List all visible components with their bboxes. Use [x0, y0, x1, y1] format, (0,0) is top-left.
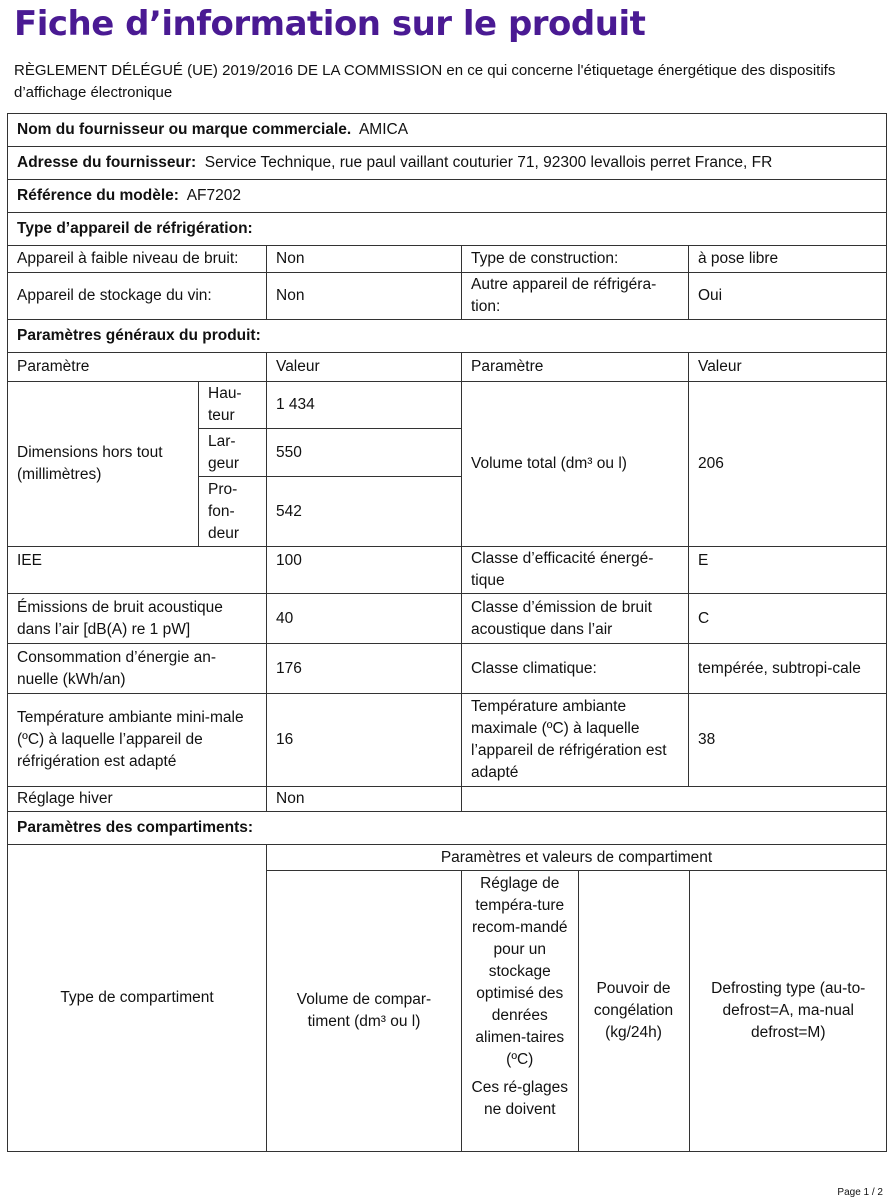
construction-type-value: à pose libre: [689, 246, 887, 273]
model-reference-label: Référence du modèle:: [17, 187, 179, 204]
defrost-type-header: Defrosting type (au-to-defrost=A, ma-nual defrost=M): [711, 980, 866, 1041]
temp-setting-header: [462, 871, 578, 1151]
max-ambient-temp-value: 38: [689, 694, 887, 787]
compartment-subheaders: [462, 871, 887, 1152]
col-header-value-2: Valeur: [689, 353, 887, 382]
winter-setting-label: Réglage hiver: [8, 787, 267, 812]
max-ambient-temp-label: Température ambiante maximale (ºC) à laquelle l’appareil de réfrigération est adapté: [462, 694, 689, 787]
model-reference-row: [8, 180, 887, 213]
empty-cell: [462, 787, 887, 812]
eei-label: IEE: [8, 547, 267, 594]
supplier-name-value: AMICA: [358, 121, 409, 138]
annual-consumption-value: 176: [267, 644, 462, 694]
table-row: [8, 644, 887, 694]
low-noise-label: Appareil à faible niveau de bruit:: [8, 246, 267, 273]
col-header-value: Valeur: [267, 353, 462, 382]
min-ambient-temp-label: Température ambiante mini-male (ºC) à laquelle l’appareil de réfrigération est adapté: [8, 694, 267, 787]
table-row: [8, 547, 887, 594]
other-appliance-label: Autre appareil de réfrigéra-tion:: [462, 273, 689, 320]
table-row: [8, 273, 887, 320]
table-row: [8, 382, 887, 429]
table-header-row: [8, 845, 887, 871]
noise-class-label: Classe d’émission de bruit acoustique dans l’air: [462, 594, 689, 644]
dimensions-label: Dimensions hors tout (millimètres): [8, 382, 199, 547]
energy-class-value: E: [689, 547, 887, 594]
other-appliance-value: Oui: [689, 273, 887, 320]
supplier-address-label: Adresse du fournisseur:: [17, 154, 197, 171]
col-header-param-2: Paramètre: [462, 353, 689, 382]
compartments-heading-row: [8, 812, 887, 845]
table-header-row: [8, 353, 887, 382]
table-row: [8, 694, 887, 787]
page-number: Page 1 / 2: [837, 1187, 883, 1198]
temp-setting-text: Réglage de tempéra-ture recom-mandé pour un stockage optimisé des denrées alimen-taires (ºC): [471, 875, 568, 1068]
noise-class-value: C: [689, 594, 887, 644]
supplier-address-row: [8, 147, 887, 180]
compartment-params-header: Paramètres et valeurs de compartiment: [267, 845, 887, 871]
table-row: [8, 594, 887, 644]
appliance-type-heading: Type d’appareil de réfrigération:: [17, 220, 253, 237]
col-header-param: Paramètre: [8, 353, 267, 382]
annual-consumption-label: Consommation d’énergie an-nuelle (kWh/an): [8, 644, 267, 694]
compartment-type-header: Type de compartiment: [8, 845, 267, 1152]
total-volume-value: 206: [689, 382, 887, 547]
noise-emission-value: 40: [267, 594, 462, 644]
height-label: Hau-teur: [199, 382, 267, 429]
supplier-name-row: [8, 114, 887, 147]
supplier-name-label: Nom du fournisseur ou marque commerciale.: [17, 121, 352, 138]
compartment-volume-header: Volume de compar-timent (dm³ ou l): [267, 871, 462, 1152]
climate-class-label: Classe climatique:: [462, 644, 689, 694]
wine-storage-label: Appareil de stockage du vin:: [8, 273, 267, 320]
supplier-address-value: Service Technique, rue paul vaillant couturier 71, 92300 levallois perret France, FR: [204, 154, 773, 171]
general-params-heading: Paramètres généraux du produit:: [17, 327, 261, 344]
width-value: 550: [267, 429, 462, 477]
depth-value: 542: [267, 477, 462, 547]
regulation-text: RÈGLEMENT DÉLÉGUÉ (UE) 2019/2016 DE LA COMMISSION en ce qui concerne l'étiquetage énergétique des dispositifs d’affichage électronique: [14, 62, 836, 101]
climate-class-value: tempérée, subtropi-cale: [689, 644, 887, 694]
temp-setting-note: Ces ré-glages ne doivent: [471, 1079, 568, 1118]
energy-class-label: Classe d’efficacité énergé-tique: [462, 547, 689, 594]
appliance-type-heading-row: [8, 213, 887, 246]
compartment-subheader-grid: [462, 871, 887, 1151]
height-value: 1 434: [267, 382, 462, 429]
noise-emission-label: Émissions de bruit acoustique dans l’air [dB(A) re 1 pW]: [8, 594, 267, 644]
page-title: Fiche d’information sur le produit: [14, 4, 646, 44]
min-ambient-temp-value: 16: [267, 694, 462, 787]
depth-label: Pro-fon-deur: [199, 477, 267, 547]
freezing-capacity-header: Pouvoir de congélation (kg/24h): [578, 871, 689, 1151]
eei-value: 100: [267, 547, 462, 594]
winter-setting-value: Non: [267, 787, 462, 812]
product-info-table: [7, 113, 887, 1152]
low-noise-value: Non: [267, 246, 462, 273]
compartments-heading: Paramètres des compartiments:: [17, 819, 254, 836]
wine-storage-value: Non: [267, 273, 462, 320]
table-row: [8, 246, 887, 273]
general-params-heading-row: [8, 320, 887, 353]
table-row: [8, 787, 887, 812]
model-reference-value: AF7202: [186, 187, 241, 204]
total-volume-label: Volume total (dm³ ou l): [462, 382, 689, 547]
width-label: Lar-geur: [199, 429, 267, 477]
construction-type-label: Type de construction:: [462, 246, 689, 273]
